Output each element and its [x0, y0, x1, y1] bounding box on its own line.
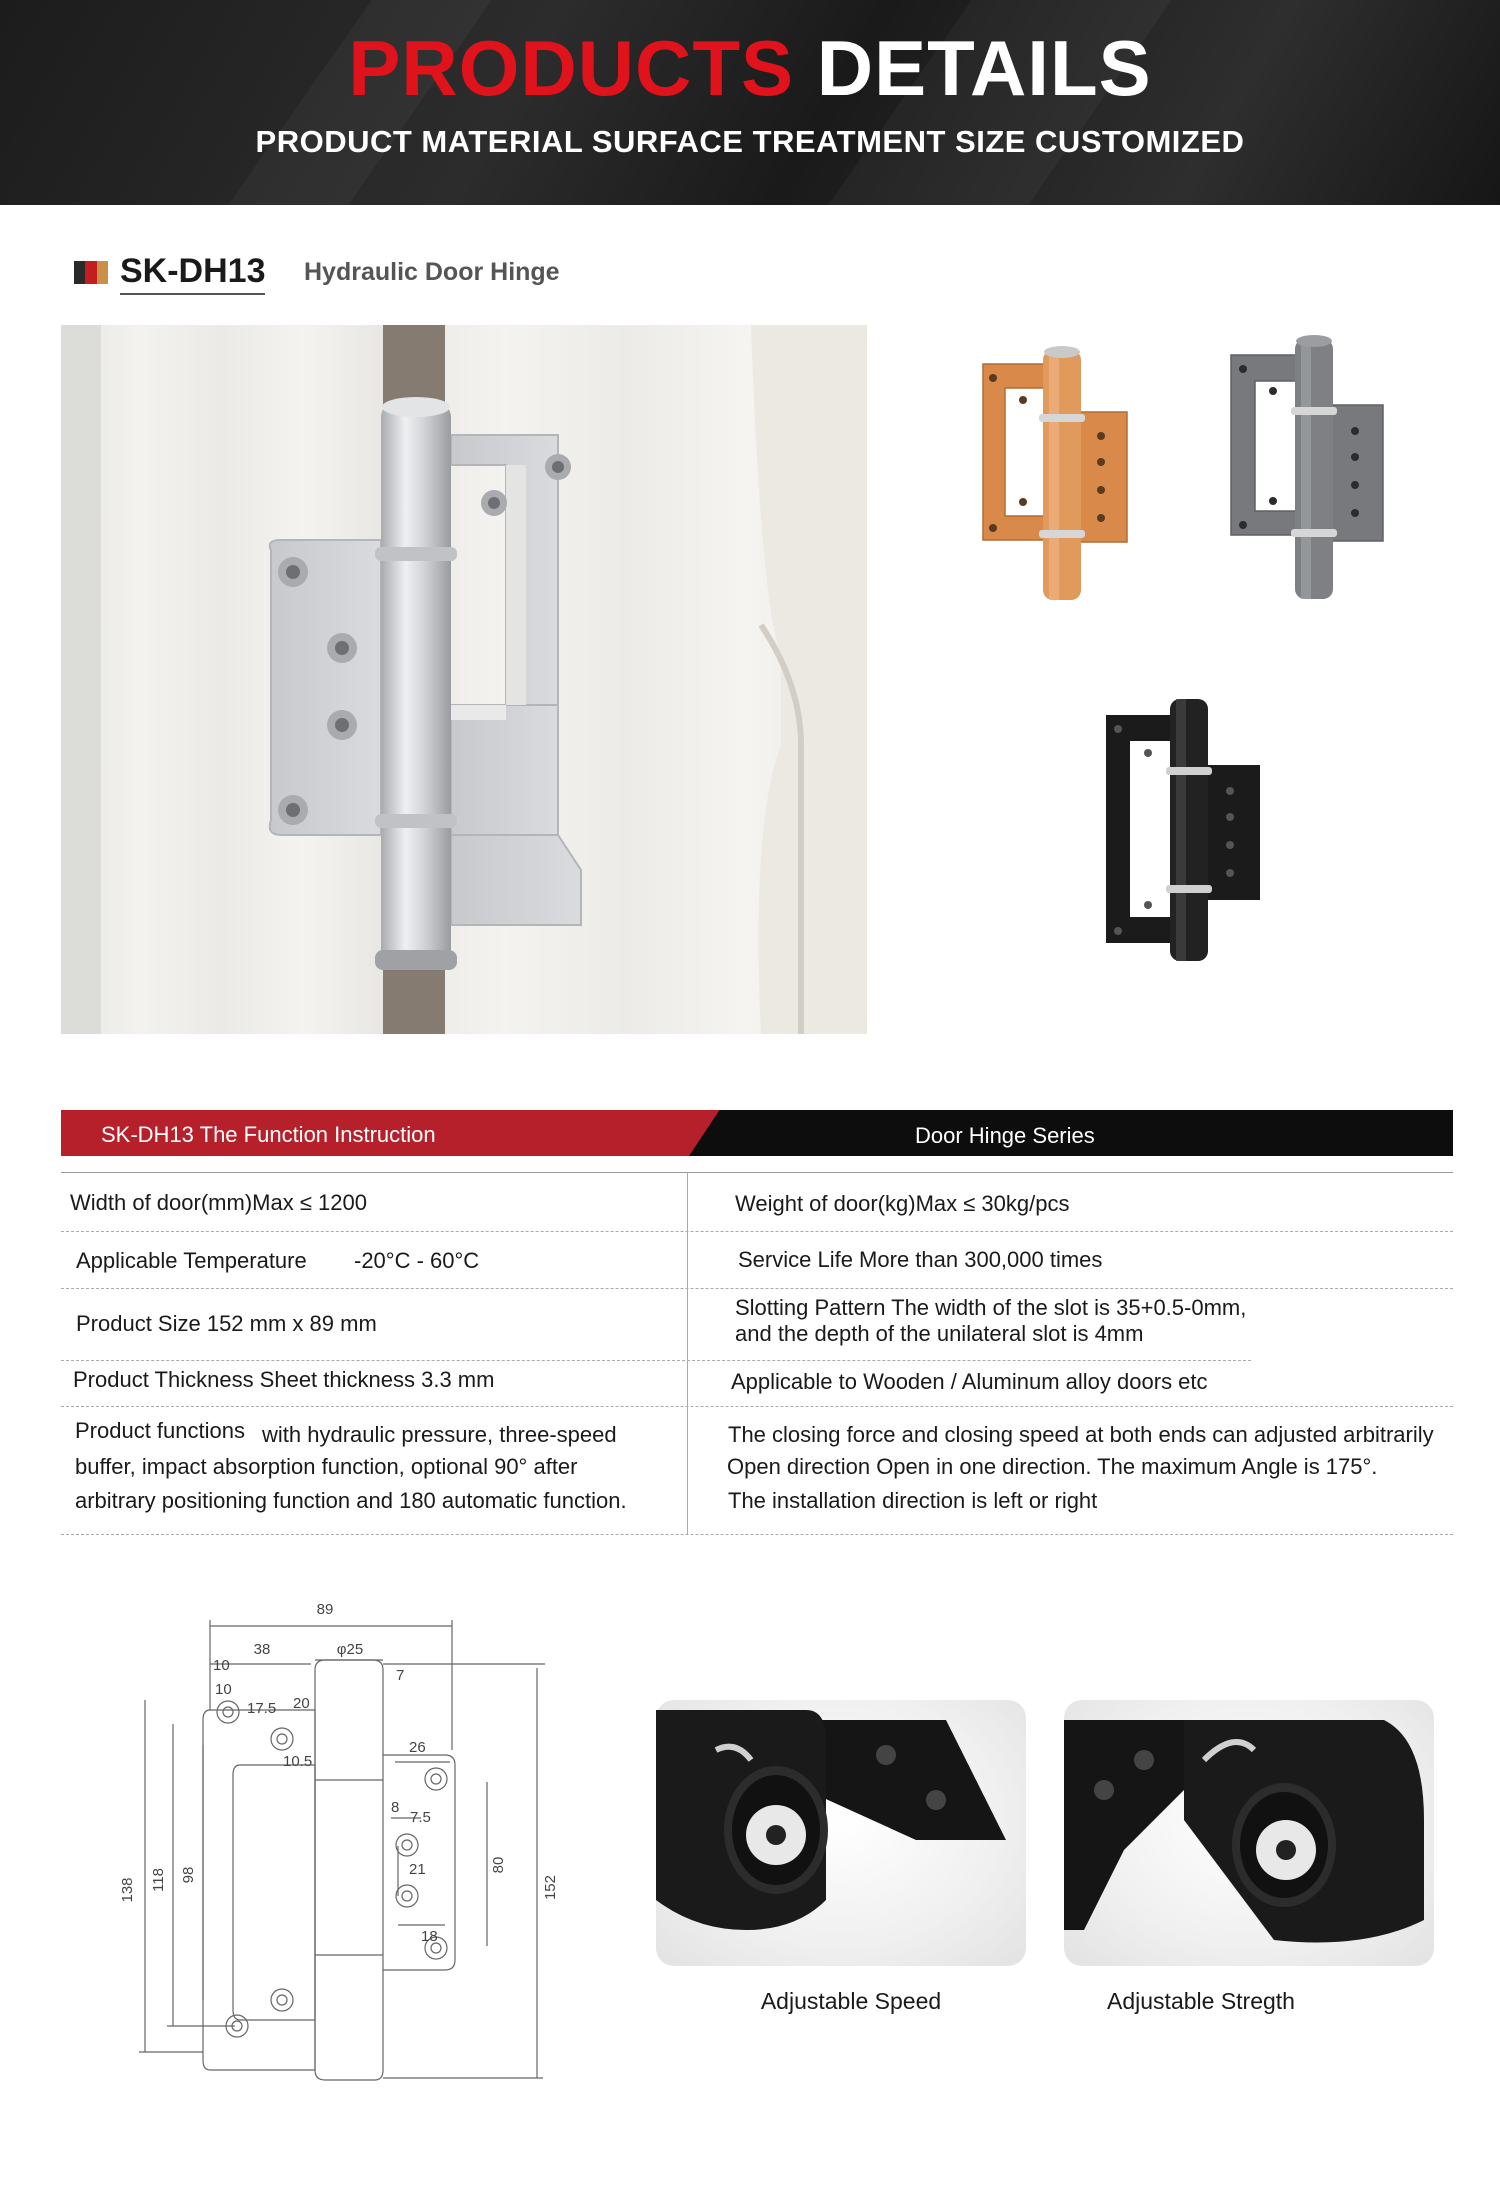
table-divider — [61, 1172, 1453, 1173]
spec-functions-label: Product functions — [75, 1418, 245, 1443]
svg-text:8: 8 — [391, 1799, 400, 1816]
color-swatch-icon — [74, 261, 108, 284]
spec-service-life: Service Life More than 300,000 times — [738, 1247, 1103, 1272]
svg-text:18: 18 — [421, 1928, 438, 1945]
spec-temperature-value: -20°C - 60°C — [354, 1248, 480, 1273]
spec-temperature-label: Applicable Temperature — [76, 1248, 307, 1273]
row-divider — [61, 1534, 1453, 1535]
row-divider — [61, 1360, 1251, 1361]
svg-text:89: 89 — [316, 1601, 334, 1618]
function-table-header — [61, 1110, 1453, 1156]
svg-text:118: 118 — [150, 1868, 167, 1892]
svg-text:138: 138 — [119, 1877, 136, 1903]
svg-text:20: 20 — [293, 1695, 310, 1712]
svg-text:26: 26 — [409, 1739, 426, 1756]
model-name: Hydraulic Door Hinge — [304, 258, 560, 286]
spec-width: Width of door(mm)Max ≤ 1200 — [70, 1190, 367, 1215]
spec-thickness: Product Thickness Sheet thickness 3.3 mm — [73, 1367, 495, 1392]
product-photo — [61, 325, 867, 1034]
spec-size: Product Size 152 mm x 89 mm — [76, 1311, 377, 1336]
svg-text:38: 38 — [253, 1641, 271, 1658]
svg-text:98: 98 — [180, 1866, 197, 1884]
svg-text:10: 10 — [215, 1681, 232, 1698]
title-red: PRODUCTS — [348, 24, 795, 112]
spec-functions-2: buffer, impact absorption function, optional 90° after — [75, 1454, 578, 1479]
svg-text:17.5: 17.5 — [247, 1700, 277, 1717]
row-divider — [61, 1231, 1453, 1232]
header-right-label: Door Hinge Series — [915, 1123, 1095, 1148]
title-white: DETAILS — [816, 24, 1152, 112]
table-divider — [687, 1172, 688, 1534]
svg-text:10: 10 — [213, 1657, 230, 1674]
svg-text:φ25: φ25 — [336, 1641, 364, 1658]
spec-slotting-2: and the depth of the unilateral slot is 4mm — [735, 1321, 1144, 1346]
model-code: SK-DH13 — [120, 252, 265, 295]
row-divider — [61, 1288, 1453, 1289]
header-left-label: SK-DH13 The Function Instruction — [101, 1122, 436, 1147]
spec-functions-3: arbitrary positioning function and 180 automatic function. — [75, 1488, 627, 1513]
page-title — [0, 24, 1500, 112]
svg-text:10.5: 10.5 — [283, 1753, 313, 1770]
variant-grey — [1225, 335, 1395, 610]
feature-photo-strength — [1064, 1700, 1434, 1966]
spec-closing-2: Open direction Open in one direction. The maximum Angle is 175°. — [727, 1454, 1378, 1479]
feature-label-strength: Adjustable Stregth — [1107, 1988, 1295, 2014]
spec-applicable: Applicable to Wooden / Aluminum alloy doors etc — [731, 1369, 1208, 1394]
dimension-drawing — [115, 1590, 559, 2090]
svg-text:152: 152 — [542, 1875, 559, 1901]
row-divider — [61, 1406, 1453, 1407]
spec-closing-1: The closing force and closing speed at both ends can adjusted arbitrarily — [728, 1422, 1434, 1447]
svg-text:80: 80 — [490, 1856, 507, 1874]
page-subtitle: PRODUCT MATERIAL SURFACE TREATMENT SIZE CUSTOMIZED — [255, 124, 1245, 159]
svg-text:7: 7 — [396, 1667, 405, 1684]
feature-label-speed: Adjustable Speed — [760, 1988, 942, 2014]
spec-functions-1: with hydraulic pressure, three-speed — [262, 1422, 617, 1447]
variant-black — [1100, 695, 1270, 970]
feature-photo-speed — [656, 1700, 1026, 1966]
spec-weight: Weight of door(kg)Max ≤ 30kg/pcs — [735, 1191, 1070, 1216]
variant-bronze — [975, 340, 1145, 610]
svg-text:21: 21 — [409, 1861, 426, 1878]
spec-slotting-1: Slotting Pattern The width of the slot is 35+0.5-0mm, — [735, 1295, 1247, 1320]
spec-closing-3: The installation direction is left or right — [728, 1488, 1098, 1513]
header-banner — [0, 0, 1500, 205]
svg-text:7.5: 7.5 — [410, 1809, 431, 1826]
